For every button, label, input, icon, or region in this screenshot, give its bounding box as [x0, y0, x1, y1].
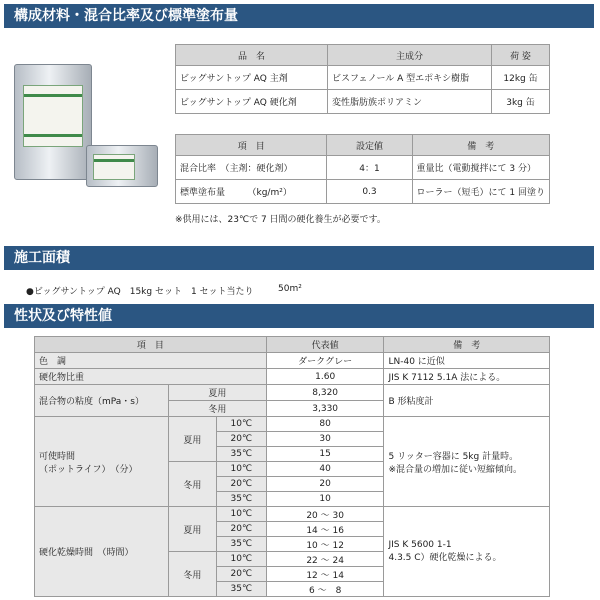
product-packaging-hardener: 3kg 缶 — [492, 90, 550, 114]
product-name-base: ビッグサントップ AQ 主剤 — [176, 66, 328, 90]
potlife-summer-value-20: 30 — [266, 432, 384, 447]
drying-winter-temp-10: 10℃ — [216, 552, 266, 567]
viscosity-winter-value: 3,330 — [266, 401, 384, 417]
potlife-winter-temp-10: 10℃ — [216, 462, 266, 477]
header-item: 項 目 — [176, 135, 327, 156]
potlife-summer: 夏用 — [168, 417, 216, 462]
mix-ratio-label: 混合比率 （主剤：硬化剤） — [176, 156, 327, 180]
drying-winter: 冬用 — [168, 552, 216, 597]
potlife-summer-temp-35: 35℃ — [216, 447, 266, 462]
drying-summer-temp-20: 20℃ — [216, 522, 266, 537]
area-value: 50m² — [278, 284, 302, 294]
potlife-label — [35, 417, 169, 507]
potlife-note-line2: ※混合量の増加に従い短縮傾向。 — [388, 464, 523, 475]
header-packaging: 荷 姿 — [492, 45, 550, 66]
potlife-note — [384, 417, 550, 507]
potlife-winter: 冬用 — [168, 462, 216, 507]
potlife-winter-value-10: 40 — [266, 462, 384, 477]
header-remarks: 備 考 — [412, 135, 549, 156]
drying-note-line2: 4.3.5 C）硬化乾燥による。 — [388, 553, 502, 563]
potlife-winter-temp-35: 35℃ — [216, 492, 266, 507]
coverage-label: 標準塗布量 （kg/m²） — [176, 180, 327, 204]
gravity-label: 硬化物比重 — [35, 369, 267, 385]
drying-note — [384, 507, 550, 597]
prop-header-remarks: 備 考 — [384, 337, 550, 353]
header-setting: 設定値 — [327, 135, 412, 156]
product-component-base: ビスフェノール A 型エポキシ樹脂 — [328, 66, 492, 90]
gravity-value: 1.60 — [266, 369, 384, 385]
color-label: 色 調 — [35, 353, 267, 369]
header-product-name: 品 名 — [176, 45, 328, 66]
small-can-icon — [86, 145, 158, 187]
viscosity-summer: 夏用 — [168, 385, 266, 401]
potlife-summer-temp-20: 20℃ — [216, 432, 266, 447]
potlife-note-line1: 5 リッター容器に 5kg 計量時。 — [388, 451, 519, 462]
drying-summer-temp-10: 10℃ — [216, 507, 266, 522]
gravity-note: JIS K 7112 5.1A 法による。 — [384, 369, 550, 385]
potlife-summer-temp-10: 10℃ — [216, 417, 266, 432]
drying-summer-value-10: 20 ～ 30 — [266, 507, 384, 522]
drying-note-line1: JIS K 5600 1-1 — [388, 540, 452, 550]
header-component: 主成分 — [328, 45, 492, 66]
section-header-composition: 構成材料・混合比率及び標準塗布量 — [4, 4, 594, 28]
potlife-winter-temp-20: 20℃ — [216, 477, 266, 492]
prop-header-value: 代表値 — [266, 337, 384, 353]
potlife-label-line1: 可使時間 — [39, 451, 76, 462]
color-value: ダークグレー — [266, 353, 384, 369]
viscosity-summer-value: 8,320 — [266, 385, 384, 401]
viscosity-label: 混合物の粘度（mPa・s） — [35, 385, 169, 417]
potlife-summer-value-10: 80 — [266, 417, 384, 432]
mix-ratio-value: 4：1 — [327, 156, 412, 180]
product-name-hardener: ビッグサントップ AQ 硬化剤 — [176, 90, 328, 114]
mix-ratio-note: 重量比（電動撹拌にて 3 分） — [412, 156, 549, 180]
drying-winter-value-20: 12 ～ 14 — [266, 567, 384, 582]
drying-summer-temp-35: 35℃ — [216, 537, 266, 552]
drying-winter-temp-20: 20℃ — [216, 567, 266, 582]
product-packaging-base: 12kg 缶 — [492, 66, 550, 90]
section-header-properties: 性状及び特性値 — [4, 304, 594, 328]
area-item: ●ビッグサントップ AQ 15kg セット 1 セット当たり — [26, 287, 254, 297]
drying-label: 硬化乾燥時間 （時間） — [35, 507, 169, 597]
large-can-icon — [14, 64, 92, 180]
drying-summer-value-20: 14 ～ 16 — [266, 522, 384, 537]
properties-table — [34, 336, 550, 597]
viscosity-note: B 形粘度計 — [384, 385, 550, 417]
cure-note: ※供用には、23℃で 7 日間の硬化養生が必要です。 — [175, 215, 386, 225]
potlife-winter-value-20: 20 — [266, 477, 384, 492]
mix-table — [175, 134, 550, 204]
product-table — [175, 44, 550, 114]
product-component-hardener: 変性脂肪族ポリアミン — [328, 90, 492, 114]
potlife-label-line2: （ポットライフ） （分） — [39, 464, 138, 475]
drying-winter-temp-35: 35℃ — [216, 582, 266, 597]
prop-header-item: 項 目 — [35, 337, 267, 353]
potlife-winter-value-35: 10 — [266, 492, 384, 507]
potlife-summer-value-35: 15 — [266, 447, 384, 462]
section-header-area: 施工面積 — [4, 246, 594, 270]
drying-summer: 夏用 — [168, 507, 216, 552]
drying-winter-value-35: 6 ～ 8 — [266, 582, 384, 597]
drying-summer-value-35: 10 ～ 12 — [266, 537, 384, 552]
drying-winter-value-10: 22 ～ 24 — [266, 552, 384, 567]
coverage-value: 0.3 — [327, 180, 412, 204]
coverage-note: ローラー（短毛）にて 1 回塗り — [412, 180, 549, 204]
viscosity-winter: 冬用 — [168, 401, 266, 417]
color-note: LN-40 に近似 — [384, 353, 550, 369]
